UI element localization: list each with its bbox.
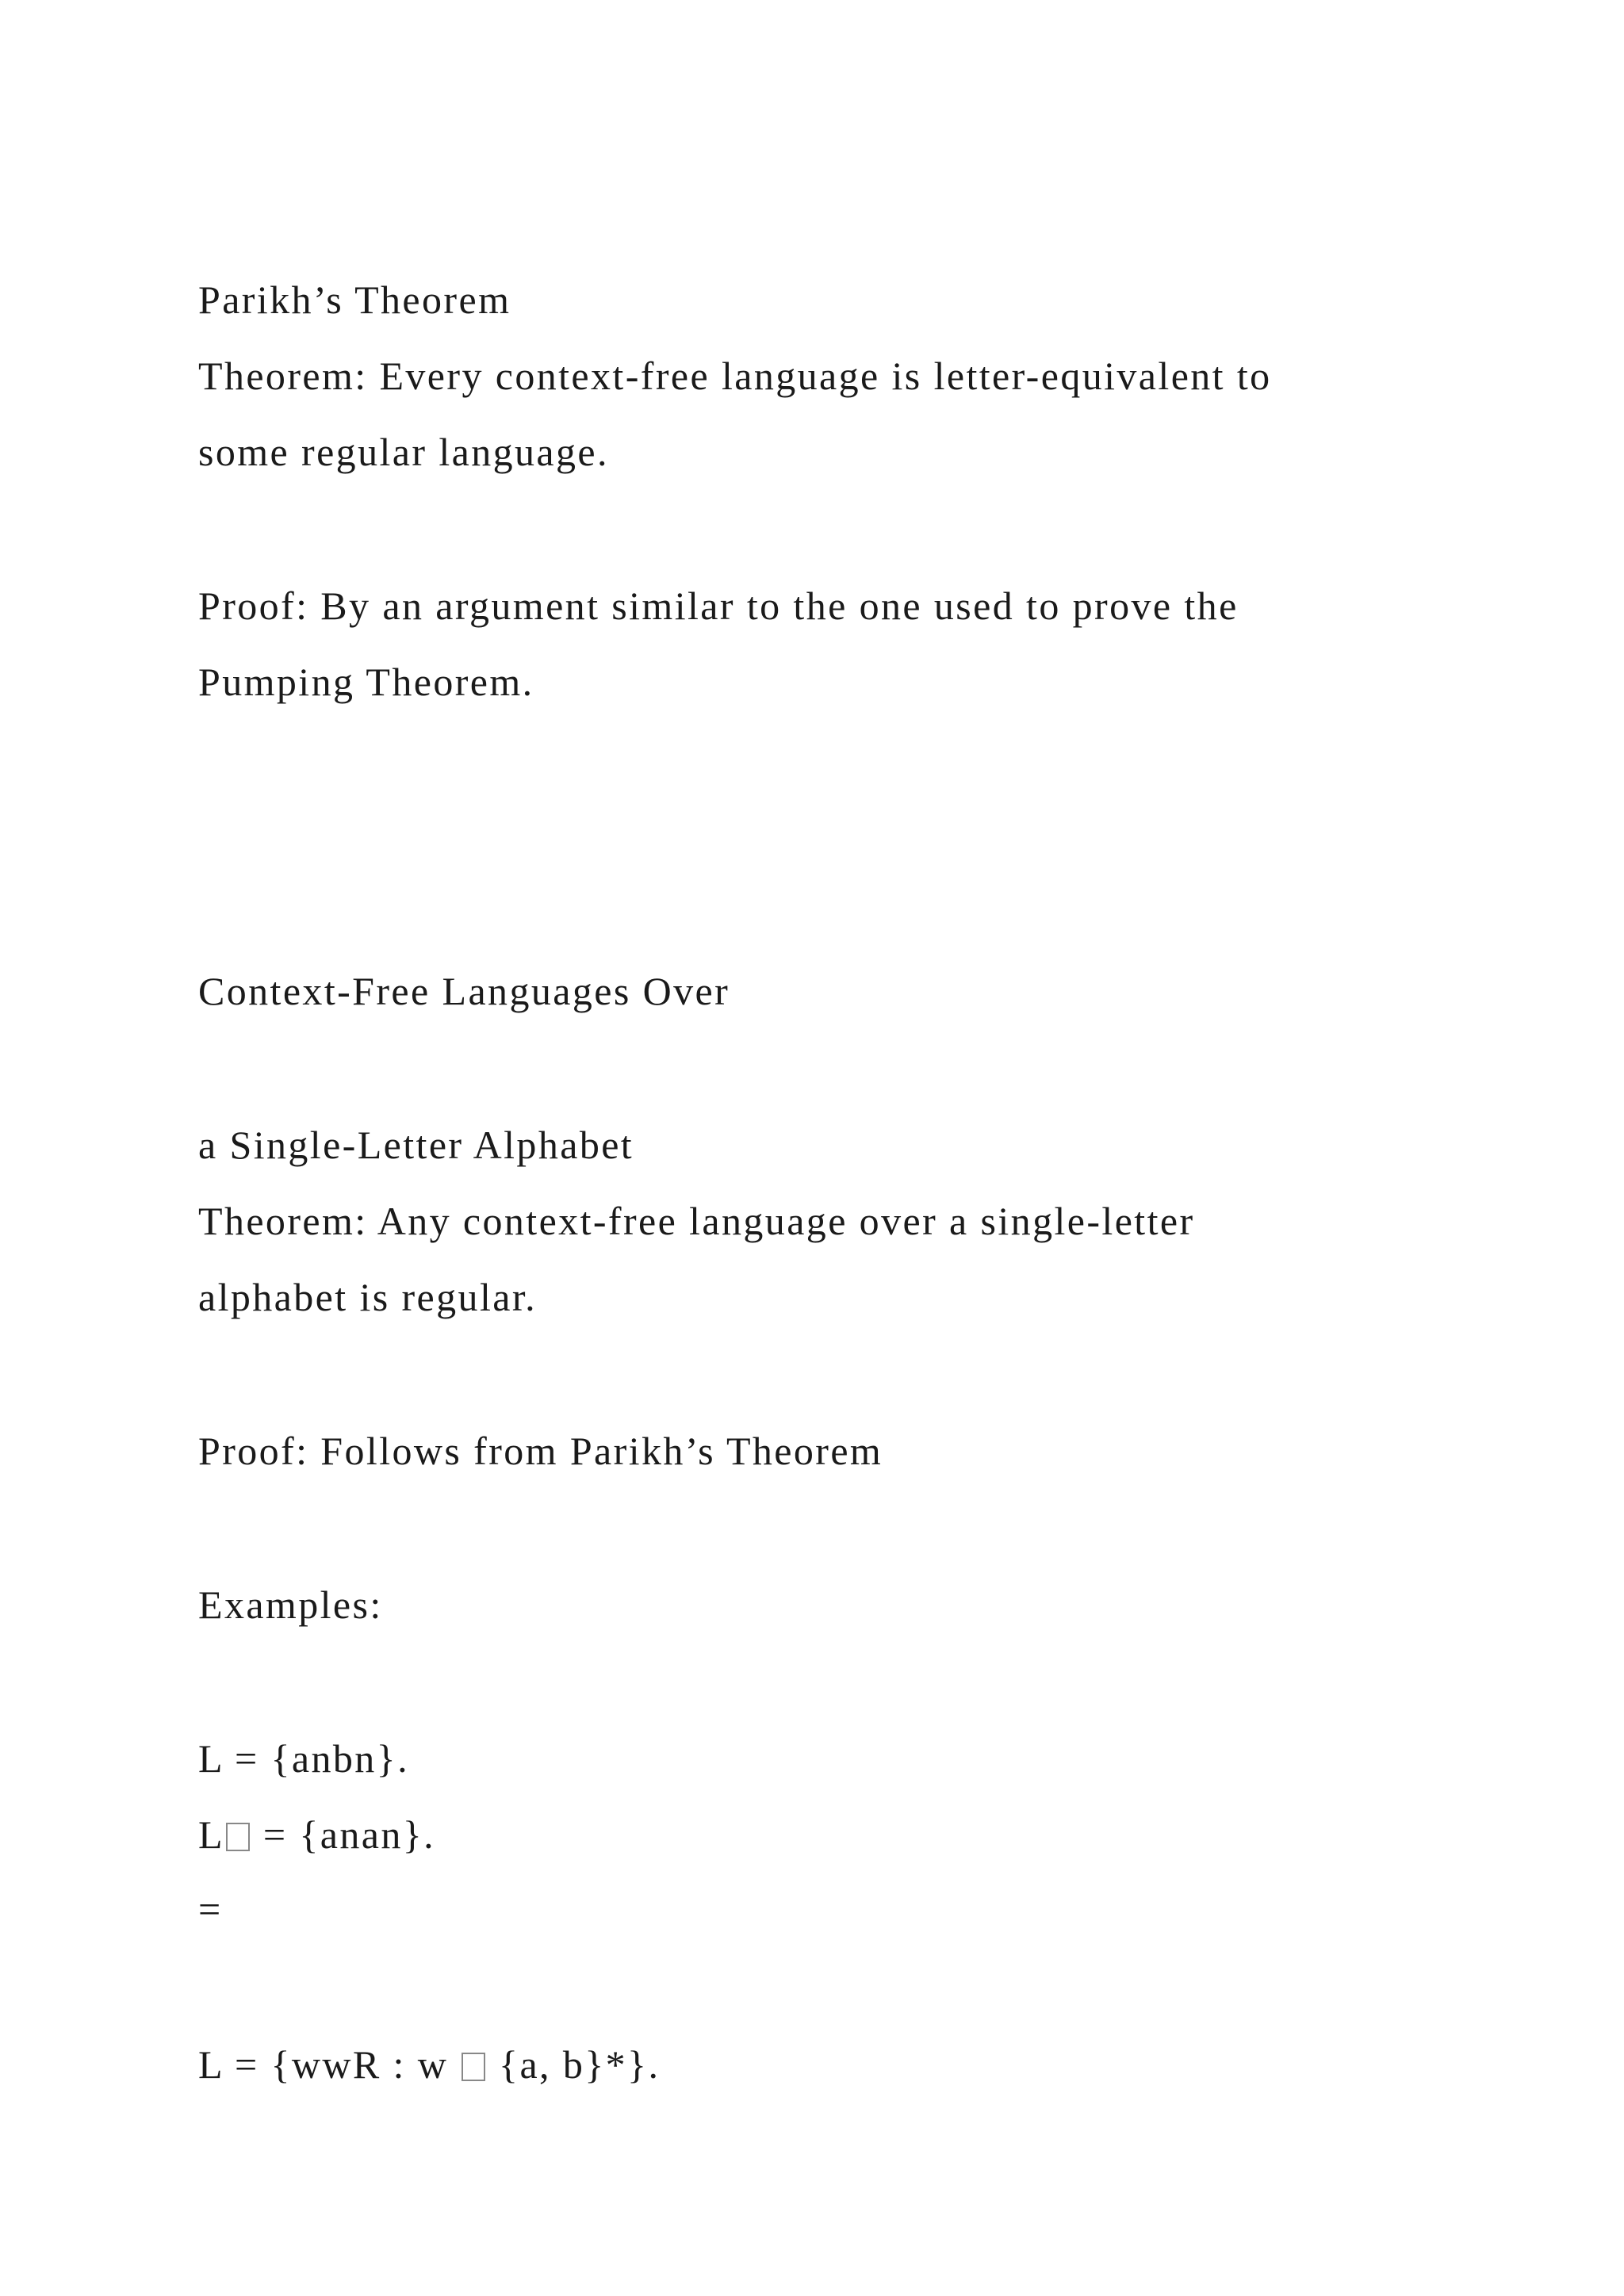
missing-glyph-icon [226, 1823, 250, 1851]
theorem-text-line: Theorem: Any context-free language over a single-letter [198, 1199, 1195, 1243]
example-line [198, 1811, 435, 1858]
theorem-text-line: alphabet is regular. [198, 1275, 538, 1319]
example-text: {a, b}*}. [487, 2042, 661, 2087]
examples-label: Examples: [198, 1582, 383, 1627]
proof-text-line: Proof: By an argument similar to the one used to prove the [198, 584, 1239, 628]
proof-text-line: Proof: Follows from Parikh’s Theorem [198, 1429, 883, 1473]
example-line: = [198, 1887, 223, 1931]
section-title-cfl-single-letter-cont: a Single-Letter Alphabet [198, 1123, 634, 1167]
example-line [198, 2041, 660, 2088]
theorem-text-line: Theorem: Every context-free language is letter-equivalent to [198, 354, 1272, 398]
section-title-parikh: Parikh’s Theorem [198, 277, 511, 322]
section-title-cfl-single-letter: Context-Free Languages Over [198, 969, 730, 1013]
example-text: L [198, 1812, 224, 1857]
proof-text-line: Pumping Theorem. [198, 660, 534, 704]
example-text: L = {wwR : w [198, 2042, 461, 2087]
example-line: L = {anbn}. [198, 1736, 409, 1781]
missing-glyph-icon [462, 2053, 485, 2081]
theorem-text-line: some regular language. [198, 430, 609, 474]
example-text: = {anan}. [251, 1812, 436, 1857]
